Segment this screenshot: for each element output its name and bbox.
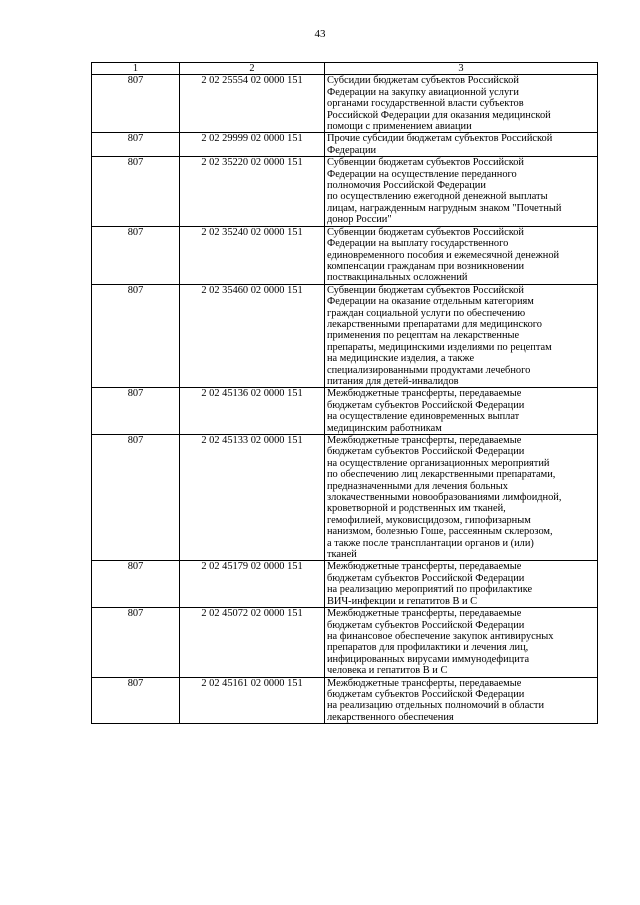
- description-line: Межбюджетные трансферты, передаваемые: [327, 435, 522, 446]
- description-line: лицам, награжденным нагрудным знаком "Почетный: [327, 202, 562, 214]
- description-line: донор России": [327, 214, 392, 226]
- description-cell: [325, 133, 598, 157]
- description-line: органами государственной власти субъектов: [327, 98, 524, 110]
- table-row: [92, 284, 598, 388]
- description-line: компенсации гражданам при возникновении: [327, 260, 525, 272]
- revenue-code-cell: 2 02 29999 02 0000 151: [180, 133, 325, 157]
- table-body: [92, 75, 598, 724]
- table-row: [92, 133, 598, 157]
- description-line: специализированными продуктами лечебного: [327, 364, 531, 376]
- description-line: Российской Федерации для оказания медицинской: [327, 109, 551, 121]
- description-line: Федерации на закупку авиационной услуги: [327, 86, 519, 98]
- description-line: Прочие субсидии бюджетам субъектов Российской: [327, 133, 553, 145]
- admin-code-cell: 807: [92, 435, 180, 561]
- table-row: [92, 561, 598, 608]
- description-line: на финансовое обеспечение закупок антивирусных: [327, 630, 554, 642]
- description-line: кроветворной и родственных им тканей,: [327, 503, 506, 515]
- revenue-code-cell: 2 02 45136 02 0000 151: [180, 388, 325, 435]
- description-cell: [325, 608, 598, 677]
- description-line: Федерации на оказание отдельным категориям: [327, 296, 534, 308]
- description-line: полномочия Российской Федерации: [327, 180, 486, 192]
- description-line: лекарственными препаратами для медицинского: [327, 318, 542, 330]
- admin-code-cell: 807: [92, 133, 180, 157]
- description-cell: [325, 157, 598, 226]
- admin-code-cell: 807: [92, 284, 180, 388]
- description-line: на осуществление единовременных выплат: [327, 411, 520, 423]
- description-line: бюджетам субъектов Российской Федерации: [327, 446, 525, 458]
- description-line: по осуществлению ежегодной денежной выплаты: [327, 191, 548, 203]
- revenue-code-cell: 2 02 45179 02 0000 151: [180, 561, 325, 608]
- description-line: нанизмом, болезнью Гоше, рассеянным склерозом,: [327, 526, 553, 538]
- table-row: [92, 677, 598, 724]
- admin-code-cell: 807: [92, 677, 180, 724]
- revenue-code-cell: 2 02 35220 02 0000 151: [180, 157, 325, 226]
- description-line: по обеспечению лиц лекарственными препаратами,: [327, 469, 556, 481]
- header-col-1: 1: [92, 63, 180, 75]
- revenue-code-cell: 2 02 35240 02 0000 151: [180, 226, 325, 284]
- table-row: [92, 608, 598, 677]
- description-line: Федерации на выплату государственного: [327, 238, 509, 250]
- description-line: единовременного пособия и ежемесячной денежной: [327, 249, 560, 261]
- admin-code-cell: 807: [92, 388, 180, 435]
- description-line: питания для детей-инвалидов: [327, 375, 459, 387]
- table-row: [92, 388, 598, 435]
- revenue-code-cell: 2 02 45072 02 0000 151: [180, 608, 325, 677]
- description-line: бюджетам субъектов Российской Федерации: [327, 688, 525, 700]
- description-line: злокачественными новообразованиями лимфоидной,: [327, 492, 562, 504]
- table-row: [92, 157, 598, 226]
- description-line: Субсидии бюджетам субъектов Российской: [327, 75, 519, 87]
- description-line: препараты, медицинскими изделиями по рецептам: [327, 341, 552, 353]
- description-line: на реализацию мероприятий по профилактике: [327, 584, 533, 596]
- description-line: применения по рецептам на лекарственные: [327, 330, 520, 342]
- header-col-2: 2: [180, 63, 325, 75]
- table-row: [92, 226, 598, 284]
- description-line: бюджетам субъектов Российской Федерации: [327, 572, 525, 584]
- description-cell: [325, 75, 598, 133]
- admin-code-cell: 807: [92, 75, 180, 133]
- description-line: Субвенции бюджетам субъектов Российской: [327, 226, 524, 238]
- description-cell: [325, 677, 598, 724]
- admin-code-cell: 807: [92, 608, 180, 677]
- admin-code-cell: 807: [92, 561, 180, 608]
- description-line: предназначенными для лечения больных: [327, 480, 508, 492]
- description-cell: [325, 435, 598, 561]
- revenue-code-cell: 2 02 45133 02 0000 151: [180, 435, 325, 561]
- description-line: Межбюджетные трансферты, передаваемые: [327, 608, 522, 620]
- description-line: граждан социальной услуги по обеспечению: [327, 307, 526, 319]
- description-line: помощи с применением авиации: [327, 121, 472, 133]
- description-line: бюджетам субъектов Российской Федерации: [327, 619, 525, 631]
- description-line: медицинским работникам: [327, 422, 442, 434]
- description-line: лекарственного обеспечения: [327, 711, 454, 723]
- description-line: бюджетам субъектов Российской Федерации: [327, 399, 525, 411]
- description-line: поствакцинальных осложнений: [327, 272, 468, 284]
- table-row: [92, 435, 598, 561]
- description-line: препаратов для профилактики и лечения лиц,: [327, 642, 529, 654]
- table-row: [92, 75, 598, 133]
- admin-code-cell: 807: [92, 157, 180, 226]
- description-line: ВИЧ-инфекции и гепатитов B и C: [327, 595, 478, 607]
- description-cell: [325, 226, 598, 284]
- table-header-row: [92, 63, 598, 75]
- revenue-code-cell: 2 02 25554 02 0000 151: [180, 75, 325, 133]
- description-line: на медицинские изделия, а также: [327, 353, 475, 365]
- description-line: на реализацию отдельных полномочий в области: [327, 700, 545, 712]
- revenue-code-cell: 2 02 35460 02 0000 151: [180, 284, 325, 388]
- description-line: Межбюджетные трансферты, передаваемые: [327, 388, 522, 400]
- description-line: а также после трансплантации органов и (или): [327, 537, 534, 549]
- revenue-code-cell: 2 02 45161 02 0000 151: [180, 677, 325, 724]
- description-line: человека и гепатитов B и C: [327, 665, 448, 677]
- description-line: инфицированных вирусами иммунодефицита: [327, 653, 530, 665]
- description-line: Межбюджетные трансферты, передаваемые: [327, 677, 522, 689]
- page-number: 43: [314, 28, 326, 40]
- description-line: Федерации: [327, 144, 377, 156]
- revenue-code-table: [91, 62, 598, 724]
- header-col-3: 3: [325, 63, 598, 75]
- description-line: на осуществление организационных мероприятий: [327, 457, 550, 469]
- description-line: Межбюджетные трансферты, передаваемые: [327, 561, 522, 573]
- description-cell: [325, 561, 598, 608]
- description-line: Субвенции бюджетам субъектов Российской: [327, 284, 524, 296]
- description-line: Субвенции бюджетам субъектов Российской: [327, 157, 524, 169]
- description-cell: [325, 388, 598, 435]
- description-line: тканей: [327, 549, 357, 561]
- description-cell: [325, 284, 598, 388]
- description-line: Федерации на осуществление переданного: [327, 168, 517, 180]
- description-line: гемофилией, муковисцидозом, гипофизарным: [327, 514, 531, 526]
- admin-code-cell: 807: [92, 226, 180, 284]
